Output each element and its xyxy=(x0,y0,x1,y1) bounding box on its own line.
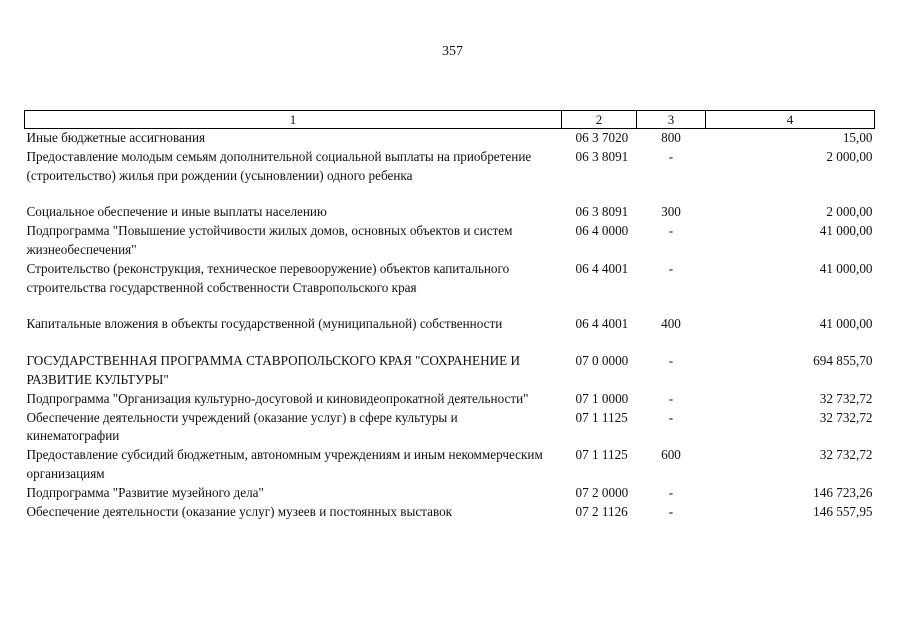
table-row xyxy=(25,203,875,222)
row-name: Предоставление молодым семьям дополнительной социальной выплаты на приобретение (строительство) жилья при рождении (усыновлении) одного ребенка xyxy=(26,148,532,183)
row-amount: 41 000,00 xyxy=(819,260,873,276)
row-expense-type: - xyxy=(668,503,674,519)
table-row xyxy=(25,129,875,148)
table-row xyxy=(25,148,875,186)
row-name: Строительство (реконструкция, техническое перевооружение) объектов капитального строительства государственной собственности Ставропольского края xyxy=(26,260,510,295)
table-row xyxy=(25,390,875,409)
row-name: Иные бюджетные ассигнования xyxy=(26,130,206,145)
budget-table xyxy=(24,110,875,521)
row-amount: 146 557,95 xyxy=(813,503,873,519)
row-expense-type: - xyxy=(668,223,674,239)
row-code: 06 4 4001 xyxy=(575,260,629,276)
table-row xyxy=(25,222,875,260)
header-col-4: 4 xyxy=(706,111,875,129)
row-name: Подпрограмма "Повышение устойчивости жилых домов, основных объектов и систем жизнеобеспечения" xyxy=(26,223,513,257)
row-expense-type: - xyxy=(668,353,674,369)
row-code: 06 3 8091 xyxy=(575,148,629,164)
header-col-2: 2 xyxy=(562,111,637,129)
row-amount: 41 000,00 xyxy=(819,223,873,239)
row-code: 07 2 0000 xyxy=(575,484,629,500)
header-col-1: 1 xyxy=(25,111,562,129)
row-name: Подпрограмма "Развитие музейного дела" xyxy=(26,484,264,500)
row-expense-type: - xyxy=(668,260,674,276)
page-number: 357 xyxy=(442,44,463,59)
row-spacer xyxy=(25,334,875,352)
row-code: 07 1 1125 xyxy=(575,447,628,463)
row-name: Предоставление субсидий бюджетным, автономным учреждениям и иным некоммерческим организациям xyxy=(26,447,543,481)
row-code: 07 1 0000 xyxy=(575,390,629,406)
row-name: Обеспечение деятельности учреждений (оказание услуг) в сфере культуры и кинематографии xyxy=(26,409,458,444)
row-code: 07 0 0000 xyxy=(575,353,629,369)
row-expense-type: 600 xyxy=(661,447,681,463)
table-row xyxy=(25,315,875,334)
row-expense-type: 400 xyxy=(661,316,681,332)
row-expense-type: 300 xyxy=(661,204,681,220)
row-spacer xyxy=(25,185,875,203)
row-code: 06 3 8091 xyxy=(575,204,629,220)
table-row xyxy=(25,503,875,522)
row-amount: 32 732,72 xyxy=(819,447,873,463)
row-name: Капитальные вложения в объекты государственной (муниципальной) собственности xyxy=(26,316,503,332)
row-code: 06 3 7020 xyxy=(575,130,629,145)
row-expense-type: - xyxy=(668,484,674,500)
row-name: ГОСУДАРСТВЕННАЯ ПРОГРАММА СТАВРОПОЛЬСКОГО КРАЯ "СОХРАНЕНИЕ И РАЗВИТИЕ КУЛЬТУРЫ" xyxy=(26,353,521,387)
row-amount: 15,00 xyxy=(842,130,873,145)
row-code: 06 4 0000 xyxy=(575,223,629,239)
row-amount: 146 723,26 xyxy=(813,484,873,500)
row-amount: 2 000,00 xyxy=(826,204,873,220)
table-row xyxy=(25,484,875,503)
row-expense-type: - xyxy=(668,409,674,425)
row-name: Подпрограмма "Организация культурно-досуговой и киновидеопрокатной деятельности" xyxy=(26,390,529,406)
row-spacer xyxy=(25,297,875,315)
table-row xyxy=(25,352,875,390)
table-row xyxy=(25,260,875,298)
row-expense-type: - xyxy=(668,148,674,164)
row-expense-type: - xyxy=(668,390,674,406)
header-col-3: 3 xyxy=(637,111,706,129)
row-code: 07 2 1126 xyxy=(575,503,628,519)
row-amount: 32 732,72 xyxy=(819,409,873,425)
table-header xyxy=(25,111,875,129)
row-amount: 41 000,00 xyxy=(819,316,873,332)
row-code: 07 1 1125 xyxy=(575,409,628,425)
row-amount: 32 732,72 xyxy=(819,390,873,406)
row-code: 06 4 4001 xyxy=(575,316,629,332)
row-name: Социальное обеспечение и иные выплаты населению xyxy=(26,204,327,220)
row-amount: 694 855,70 xyxy=(813,353,873,369)
row-name: Обеспечение деятельности (оказание услуг) музеев и постоянных выставок xyxy=(26,503,453,519)
row-amount: 2 000,00 xyxy=(826,148,873,164)
row-expense-type: 800 xyxy=(661,130,681,145)
table-row xyxy=(25,409,875,447)
table-row xyxy=(25,446,875,484)
